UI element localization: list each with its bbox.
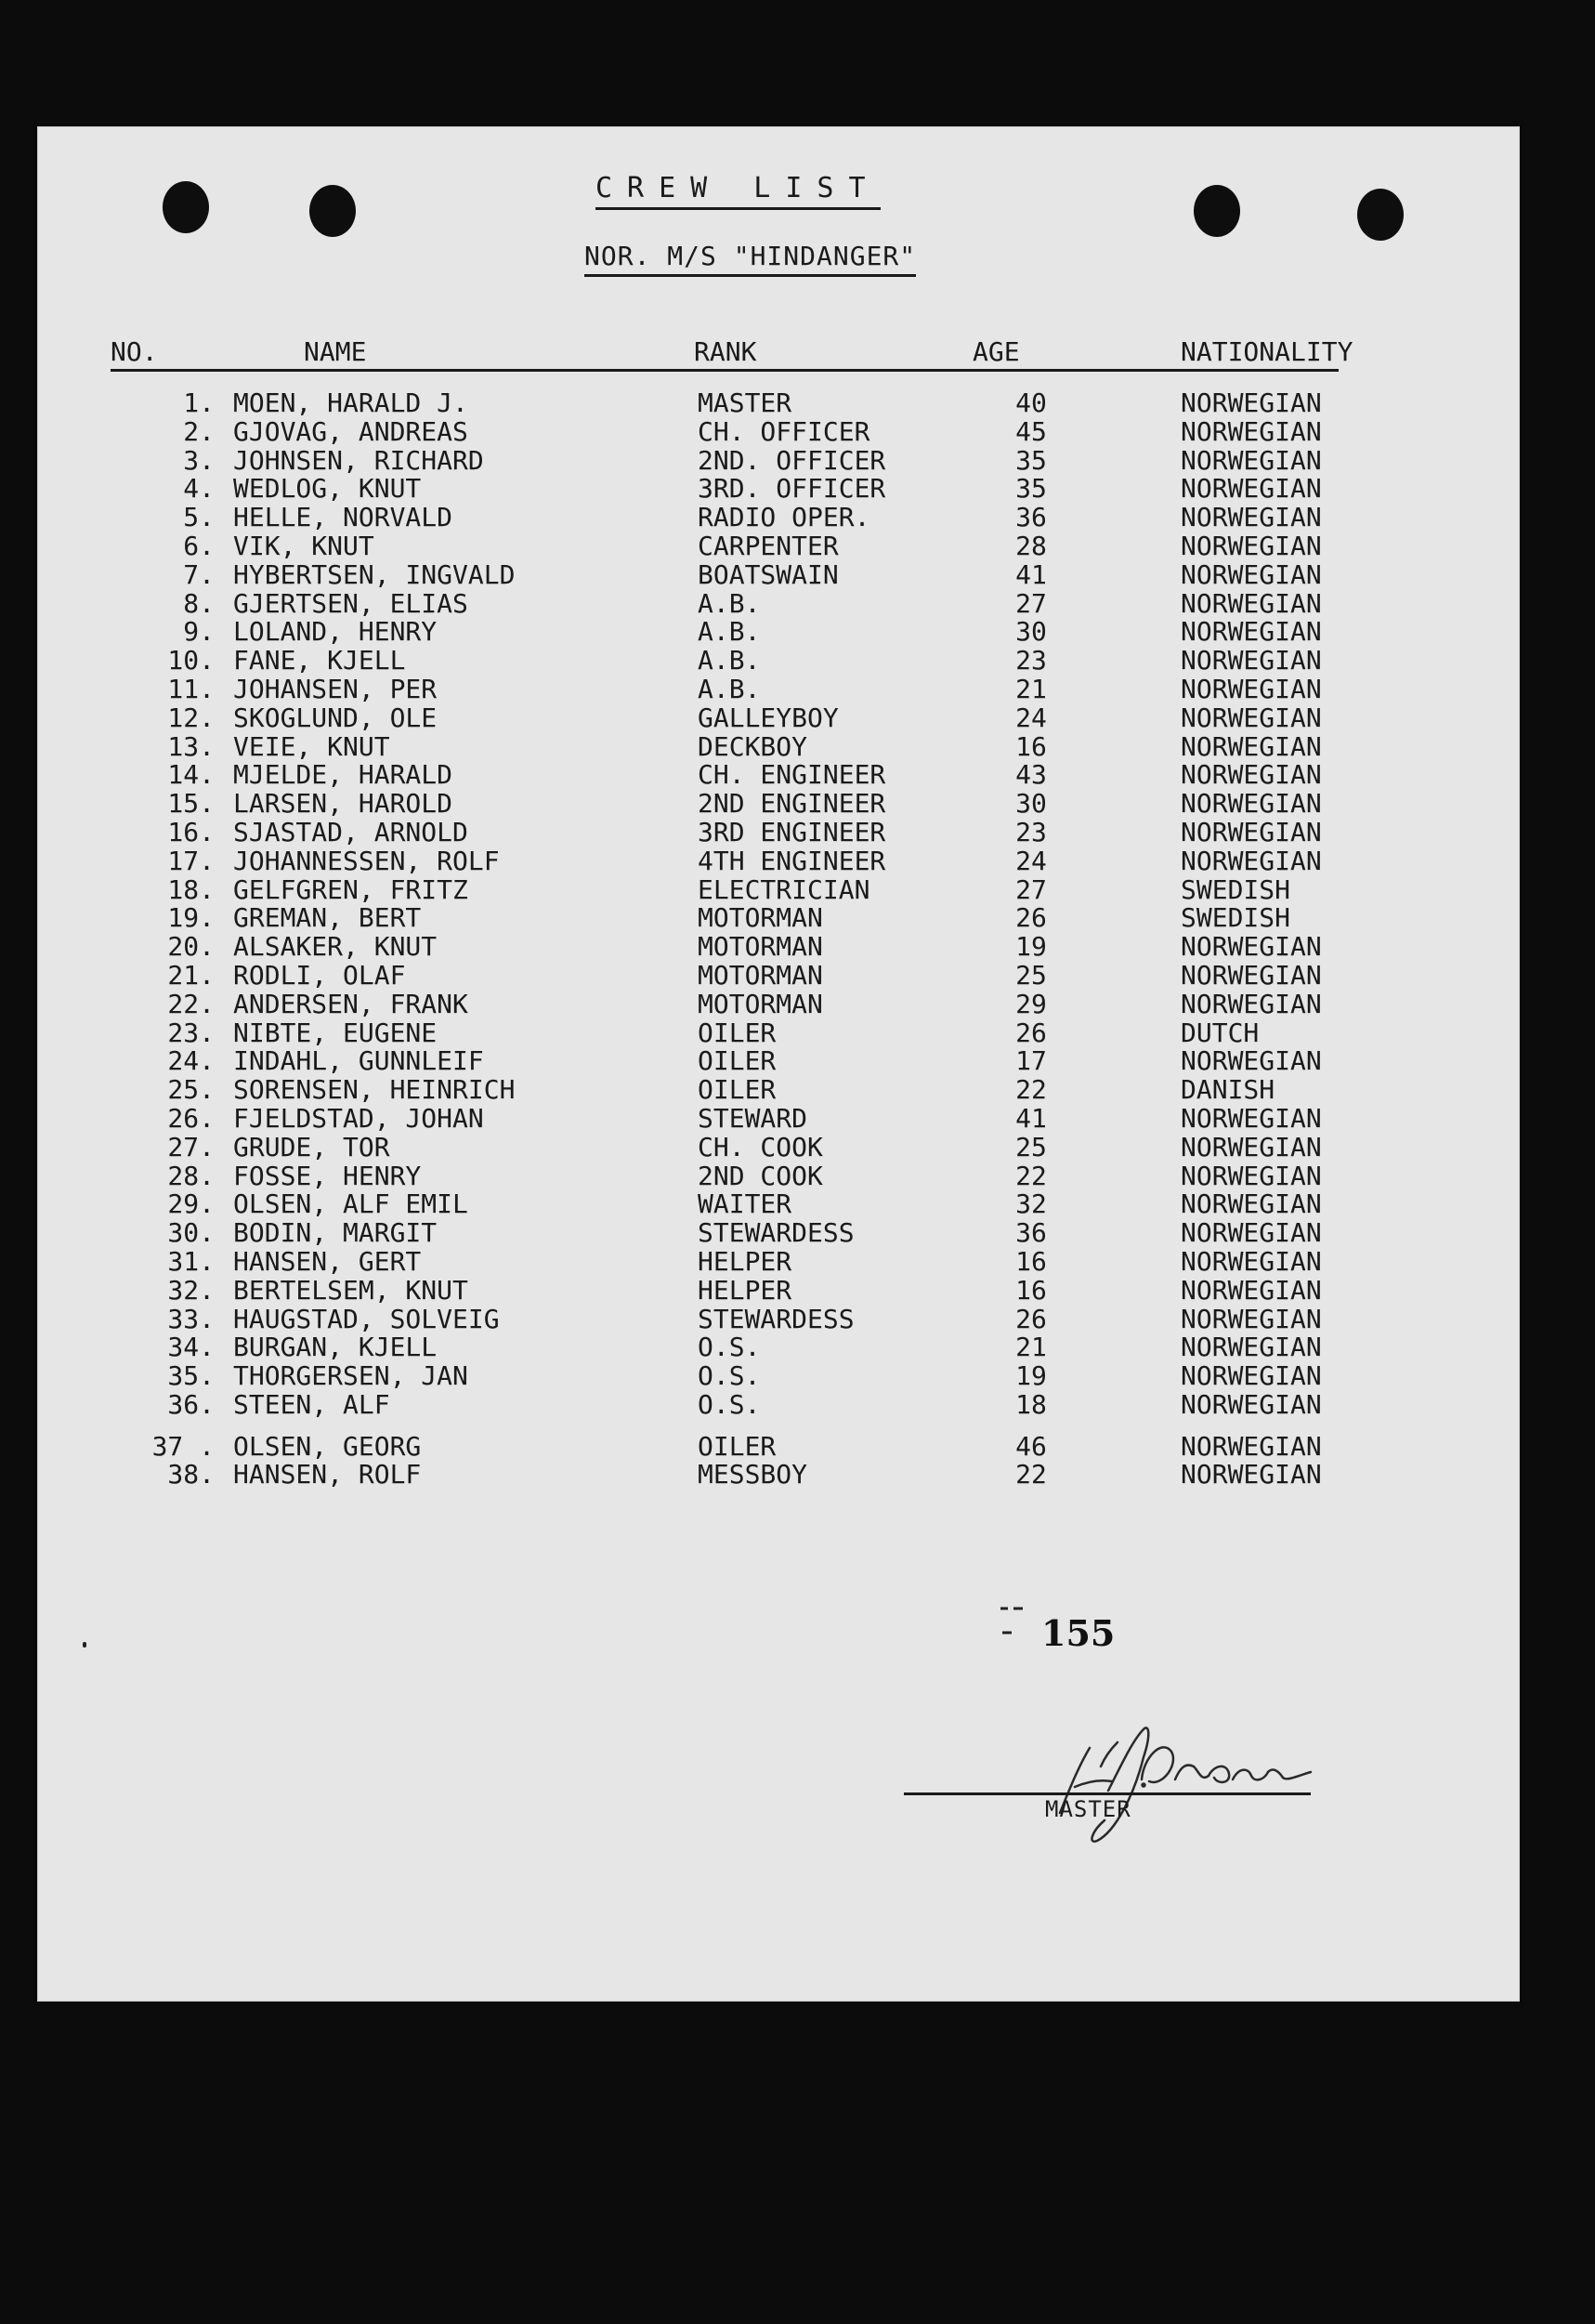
table-row	[111, 504, 1448, 532]
cell-age: 30	[1015, 616, 1047, 648]
cell-age: 19	[1015, 931, 1047, 963]
cell-age: 22	[1015, 1459, 1047, 1490]
cell-name: FOSSE, HENRY	[233, 1160, 422, 1191]
cell-nationality: NORWEGIAN	[1181, 759, 1322, 791]
cell-age: 27	[1015, 873, 1047, 905]
cell-age: 36	[1015, 1217, 1047, 1249]
cell-rank: RADIO OPER.	[698, 502, 870, 533]
punch-hole	[1194, 185, 1240, 237]
cell-age: 24	[1015, 702, 1047, 733]
cell-nationality: NORWEGIAN	[1181, 502, 1322, 533]
cell-rank: 3RD. OFFICER	[698, 473, 886, 505]
table-row	[111, 532, 1448, 561]
table-row	[111, 1388, 1448, 1420]
punch-hole	[309, 185, 356, 237]
cell-age: 19	[1015, 1360, 1047, 1392]
cell-age: 41	[1015, 1102, 1047, 1134]
master-signature	[1004, 1701, 1366, 1850]
cell-rank: DECKBOY	[698, 730, 808, 762]
table-row	[111, 673, 1448, 704]
cell-rank: WAITER	[698, 1188, 792, 1220]
cell-age: 23	[1015, 816, 1047, 847]
cell-rank: ELECTRICIAN	[698, 873, 870, 905]
cell-name: FJELDSTAD, JOHAN	[233, 1102, 484, 1134]
cell-nationality: NORWEGIAN	[1181, 816, 1322, 847]
cell-name: INDAHL, GUNNLEIF	[233, 1045, 484, 1077]
cell-nationality: NORWEGIAN	[1181, 1160, 1322, 1191]
table-row	[111, 1076, 1448, 1105]
cell-age: 46	[1015, 1430, 1047, 1462]
cell-no: 20.	[167, 931, 215, 963]
cell-no: 30.	[167, 1217, 215, 1249]
cell-no: 24.	[167, 1045, 215, 1077]
cell-name: ANDERSEN, FRANK	[233, 988, 468, 1019]
cell-age: 26	[1015, 1017, 1047, 1048]
document-page	[37, 126, 1520, 2002]
cell-name: MOEN, HARALD J.	[233, 387, 468, 418]
cell-age: 35	[1015, 444, 1047, 476]
cell-name: SKOGLUND, OLE	[233, 702, 438, 733]
cell-rank: CH. ENGINEER	[698, 759, 886, 791]
cell-no: 3.	[183, 444, 215, 476]
cell-age: 22	[1015, 1160, 1047, 1191]
table-row	[111, 1162, 1448, 1191]
cell-age: 41	[1015, 558, 1047, 590]
cell-rank: OILER	[698, 1074, 777, 1106]
cell-rank: MESSBOY	[698, 1459, 808, 1490]
cell-rank: OILER	[698, 1017, 777, 1048]
cell-age: 16	[1015, 1245, 1047, 1277]
cell-rank: A.B.	[698, 673, 761, 704]
cell-rank: CARPENTER	[698, 530, 839, 561]
cell-nationality: NORWEGIAN	[1181, 1459, 1322, 1490]
cell-name: HANSEN, GERT	[233, 1245, 422, 1277]
cell-name: JOHANSEN, PER	[233, 673, 438, 704]
table-row	[111, 389, 1448, 418]
cell-age: 17	[1015, 1045, 1047, 1077]
cell-age: 25	[1015, 1131, 1047, 1162]
cell-rank: MOTORMAN	[698, 902, 823, 934]
cell-rank: STEWARDESS	[698, 1217, 855, 1249]
cell-no: 16.	[167, 816, 215, 847]
cell-nationality: NORWEGIAN	[1181, 845, 1322, 876]
paper-mark	[83, 1642, 86, 1648]
table-row	[111, 1274, 1448, 1306]
cell-no: 36.	[167, 1388, 215, 1420]
table-row	[111, 558, 1448, 590]
cell-name: SORENSEN, HEINRICH	[233, 1074, 516, 1106]
table-row	[111, 790, 1448, 819]
cell-name: OLSEN, GEORG	[233, 1430, 422, 1462]
cell-no: 8.	[183, 587, 215, 619]
cell-no: 4.	[183, 473, 215, 505]
cell-no: 22.	[167, 988, 215, 1019]
table-row	[111, 647, 1448, 676]
cell-nationality: NORWEGIAN	[1181, 473, 1322, 505]
cell-no: 17.	[167, 845, 215, 876]
document-title: CREW LIST	[595, 172, 881, 210]
table-row	[111, 1102, 1448, 1134]
cell-age: 28	[1015, 530, 1047, 561]
cell-name: JOHANNESSEN, ROLF	[233, 845, 500, 876]
cell-nationality: NORWEGIAN	[1181, 530, 1322, 561]
cell-name: ALSAKER, KNUT	[233, 931, 438, 963]
cell-nationality: NORWEGIAN	[1181, 1360, 1322, 1392]
table-row	[111, 988, 1448, 1019]
table-row	[111, 959, 1448, 991]
signature-label: MASTER	[1045, 1796, 1131, 1822]
cell-age: 16	[1015, 1274, 1047, 1306]
cell-rank: CH. OFFICER	[698, 415, 870, 447]
cell-name: LOLAND, HENRY	[233, 616, 438, 648]
table-row	[111, 1461, 1448, 1490]
crew-table	[111, 389, 1448, 1490]
cell-no: 7.	[183, 558, 215, 590]
cell-rank: A.B.	[698, 616, 761, 648]
table-row	[111, 444, 1448, 476]
cell-rank: A.B.	[698, 645, 761, 676]
cell-no: 18.	[167, 873, 215, 905]
cell-nationality: NORWEGIAN	[1181, 558, 1322, 590]
cell-rank: A.B.	[698, 587, 761, 619]
cell-no: 28.	[167, 1160, 215, 1191]
table-row	[111, 847, 1448, 876]
table-row	[111, 1245, 1448, 1277]
cell-age: 24	[1015, 845, 1047, 876]
cell-no: 38.	[167, 1459, 215, 1490]
punch-hole	[1357, 189, 1404, 241]
table-row	[111, 1190, 1448, 1219]
cell-name: HAUGSTAD, SOLVEIG	[233, 1303, 500, 1334]
cell-rank: OILER	[698, 1045, 777, 1077]
cell-nationality: SWEDISH	[1181, 873, 1291, 905]
cell-age: 23	[1015, 645, 1047, 676]
cell-name: RODLI, OLAF	[233, 959, 406, 991]
cell-rank: 3RD ENGINEER	[698, 816, 886, 847]
cell-nationality: DUTCH	[1181, 1017, 1260, 1048]
header-no: NO.	[111, 336, 158, 367]
cell-no: 35.	[167, 1360, 215, 1392]
cell-rank: 2ND ENGINEER	[698, 788, 886, 820]
stamp-dashes	[999, 1605, 1026, 1642]
cell-rank: MASTER	[698, 387, 792, 418]
cell-no: 2.	[183, 415, 215, 447]
cell-rank: 2ND COOK	[698, 1160, 823, 1191]
cell-no: 12.	[167, 702, 215, 733]
cell-nationality: NORWEGIAN	[1181, 1245, 1322, 1277]
cell-age: 30	[1015, 788, 1047, 820]
cell-rank: MOTORMAN	[698, 959, 823, 991]
cell-no: 37 .	[151, 1430, 215, 1462]
cell-age: 45	[1015, 415, 1047, 447]
cell-name: WEDLOG, KNUT	[233, 473, 422, 505]
cell-nationality: NORWEGIAN	[1181, 1188, 1322, 1220]
cell-no: 5.	[183, 502, 215, 533]
cell-no: 23.	[167, 1017, 215, 1048]
table-row	[111, 1019, 1448, 1048]
cell-name: LARSEN, HAROLD	[233, 788, 453, 820]
cell-name: BURGAN, KJELL	[233, 1332, 438, 1363]
cell-name: GJERTSEN, ELIAS	[233, 587, 468, 619]
ship-name: NOR. M/S "HINDANGER"	[584, 241, 916, 277]
cell-rank: O.S.	[698, 1360, 761, 1392]
table-row	[111, 415, 1448, 447]
cell-name: MJELDE, HARALD	[233, 759, 453, 791]
table-row	[111, 730, 1448, 762]
cell-nationality: NORWEGIAN	[1181, 616, 1322, 648]
cell-rank: 2ND. OFFICER	[698, 444, 886, 476]
cell-nationality: NORWEGIAN	[1181, 415, 1322, 447]
cell-nationality: NORWEGIAN	[1181, 587, 1322, 619]
cell-name: HYBERTSEN, INGVALD	[233, 558, 516, 590]
cell-nationality: NORWEGIAN	[1181, 1045, 1322, 1077]
header-age: AGE	[973, 336, 1020, 367]
cell-no: 6.	[183, 530, 215, 561]
cell-no: 13.	[167, 730, 215, 762]
cell-nationality: NORWEGIAN	[1181, 387, 1322, 418]
cell-name: GELFGREN, FRITZ	[233, 873, 468, 905]
cell-no: 14.	[167, 759, 215, 791]
cell-nationality: NORWEGIAN	[1181, 1131, 1322, 1162]
cell-age: 32	[1015, 1188, 1047, 1220]
cell-rank: MOTORMAN	[698, 988, 823, 1019]
cell-no: 26.	[167, 1102, 215, 1134]
cell-name: HELLE, NORVALD	[233, 502, 453, 533]
table-row	[111, 618, 1448, 647]
cell-nationality: NORWEGIAN	[1181, 1102, 1322, 1134]
table-row	[111, 1219, 1448, 1248]
cell-age: 29	[1015, 988, 1047, 1019]
cell-age: 21	[1015, 673, 1047, 704]
header-name: NAME	[304, 336, 367, 367]
table-row	[111, 587, 1448, 619]
cell-name: VEIE, KNUT	[233, 730, 390, 762]
table-row	[111, 816, 1448, 847]
cell-nationality: NORWEGIAN	[1181, 702, 1322, 733]
cell-name: BERTELSEM, KNUT	[233, 1274, 468, 1306]
cell-no: 34.	[167, 1332, 215, 1363]
cell-nationality: DANISH	[1181, 1074, 1275, 1106]
cell-rank: 4TH ENGINEER	[698, 845, 886, 876]
cell-no: 11.	[167, 673, 215, 704]
table-row	[111, 1333, 1448, 1362]
cell-no: 21.	[167, 959, 215, 991]
cell-age: 22	[1015, 1074, 1047, 1106]
table-row	[111, 1430, 1448, 1462]
cell-age: 40	[1015, 387, 1047, 418]
signature-line	[904, 1792, 1311, 1795]
table-row	[111, 704, 1448, 733]
cell-name: HANSEN, ROLF	[233, 1459, 422, 1490]
cell-name: THORGERSEN, JAN	[233, 1360, 468, 1392]
cell-name: GREMAN, BERT	[233, 902, 422, 934]
cell-age: 16	[1015, 730, 1047, 762]
cell-nationality: SWEDISH	[1181, 902, 1291, 934]
cell-name: VIK, KNUT	[233, 530, 374, 561]
cell-name: OLSEN, ALF EMIL	[233, 1188, 468, 1220]
table-row	[111, 1362, 1448, 1391]
cell-nationality: NORWEGIAN	[1181, 931, 1322, 963]
cell-no: 1.	[183, 387, 215, 418]
cell-nationality: NORWEGIAN	[1181, 1332, 1322, 1363]
cell-rank: STEWARD	[698, 1102, 808, 1134]
cell-no: 33.	[167, 1303, 215, 1334]
cell-nationality: NORWEGIAN	[1181, 1303, 1322, 1334]
cell-rank: O.S.	[698, 1332, 761, 1363]
cell-age: 25	[1015, 959, 1047, 991]
cell-name: BODIN, MARGIT	[233, 1217, 438, 1249]
cell-name: GRUDE, TOR	[233, 1131, 390, 1162]
cell-no: 9.	[183, 616, 215, 648]
cell-rank: HELPER	[698, 1274, 792, 1306]
cell-name: FANE, KJELL	[233, 645, 406, 676]
cell-nationality: NORWEGIAN	[1181, 788, 1322, 820]
cell-no: 27.	[167, 1131, 215, 1162]
cell-no: 29.	[167, 1188, 215, 1220]
table-row	[111, 1303, 1448, 1334]
cell-no: 19.	[167, 902, 215, 934]
cell-age: 35	[1015, 473, 1047, 505]
cell-age: 26	[1015, 1303, 1047, 1334]
cell-nationality: NORWEGIAN	[1181, 673, 1322, 704]
cell-nationality: NORWEGIAN	[1181, 1274, 1322, 1306]
cell-age: 26	[1015, 902, 1047, 934]
cell-nationality: NORWEGIAN	[1181, 988, 1322, 1019]
table-row	[111, 933, 1448, 962]
header-nationality: NATIONALITY	[1181, 336, 1353, 367]
cell-age: 27	[1015, 587, 1047, 619]
table-row	[111, 475, 1448, 504]
header-rank: RANK	[694, 336, 757, 367]
cell-age: 18	[1015, 1388, 1047, 1420]
cell-rank: STEWARDESS	[698, 1303, 855, 1334]
cell-age: 43	[1015, 759, 1047, 791]
table-row	[111, 761, 1448, 790]
cell-no: 10.	[167, 645, 215, 676]
cell-nationality: NORWEGIAN	[1181, 730, 1322, 762]
cell-no: 15.	[167, 788, 215, 820]
cell-nationality: NORWEGIAN	[1181, 1217, 1322, 1249]
cell-age: 36	[1015, 502, 1047, 533]
table-row	[111, 873, 1448, 905]
table-row	[111, 904, 1448, 933]
cell-nationality: NORWEGIAN	[1181, 645, 1322, 676]
cell-rank: CH. COOK	[698, 1131, 823, 1162]
cell-rank: HELPER	[698, 1245, 792, 1277]
table-row	[111, 1131, 1448, 1162]
cell-rank: GALLEYBOY	[698, 702, 839, 733]
cell-age: 21	[1015, 1332, 1047, 1363]
cell-name: STEEN, ALF	[233, 1388, 390, 1420]
cell-nationality: NORWEGIAN	[1181, 1388, 1322, 1420]
cell-name: GJOVAG, ANDREAS	[233, 415, 468, 447]
table-row	[111, 1047, 1448, 1076]
cell-nationality: NORWEGIAN	[1181, 959, 1322, 991]
cell-no: 25.	[167, 1074, 215, 1106]
cell-rank: BOATSWAIN	[698, 558, 839, 590]
cell-nationality: NORWEGIAN	[1181, 444, 1322, 476]
cell-rank: MOTORMAN	[698, 931, 823, 963]
cell-name: NIBTE, EUGENE	[233, 1017, 438, 1048]
cell-name: SJASTAD, ARNOLD	[233, 816, 468, 847]
cell-name: JOHNSEN, RICHARD	[233, 444, 484, 476]
cell-no: 32.	[167, 1274, 215, 1306]
punch-hole	[163, 181, 209, 233]
cell-nationality: NORWEGIAN	[1181, 1430, 1322, 1462]
cell-rank: OILER	[698, 1430, 777, 1462]
page-number-stamp: 155	[1041, 1612, 1116, 1654]
cell-rank: O.S.	[698, 1388, 761, 1420]
cell-no: 31.	[167, 1245, 215, 1277]
column-header-row	[111, 335, 1353, 372]
